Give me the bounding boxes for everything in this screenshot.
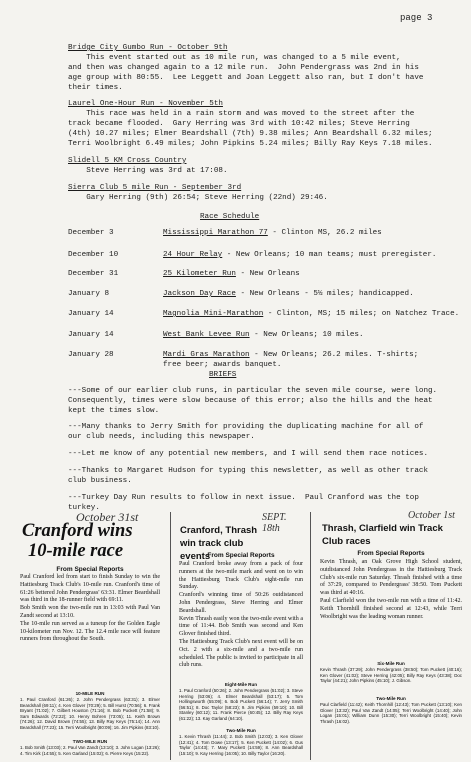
bridge-city-line-1: This event started out as 10 mile run, was changed to a 5 mile event,	[68, 54, 401, 62]
laurel-line-2: track became flooded. Gary Herring was 3rd with 10:42 miles; Steve Herring	[68, 120, 410, 128]
page-number: page 3	[400, 13, 433, 23]
column-divider	[310, 512, 311, 760]
brief-item: ---Thanks to Margaret Hudson for typing this newsletter, as well as other track club business.	[68, 467, 429, 485]
schedule-event: West Bank Levee Run - New Orleans; 10 miles.	[163, 331, 364, 339]
results-list: 1. Paul Cranford (50:26); 2. John Pendergrass (51:02); 3. Steve Herring (53:06); 4. Elmer Beardshall (53:17); 5. Tom Hollingsworth (55:09); 6. Bob Puckett (56:14); 7. Jerry Smith (56:51); 8. Doc Taylor (58:23); 9. Jim Pipkins (59:10); 10. Bill Stanley (60:12); 11. Frank Pierce (60:45); 12. Billy Ray Keys (61:22); 13. Kay Garland (64:10).	[179, 688, 303, 721]
schedule-event: Jackson Day Race - New Orleans - 5½ miles; handicapped.	[163, 290, 414, 298]
results-list: 1. Paul Cranford (61:26); 2. John Pendergrass (63:31); 3. Elmer Beardshall (69:11); 4. Ken Glover (70:29); 5. Bill Hurst (70:56); 6. Frank Bryant (71:02); 7. Gilbert Houston (71:16); 8. Bob Puckett (71:58); 9. Sam Edwards (72:22); 10. Henry Bohren (73:05); 11. Keith Brown (74:26); 12. David Brown (74:55); 13. Billy Ray Keys (75:14); 14. Ann Beardshall (77:23); 15. Terri Woolbright (80:09); 16. Jim Pipkins (83:10).	[20, 697, 160, 730]
schedule-event-continued: free beer; awards banquet.	[163, 361, 282, 369]
handwritten-date: October 1st	[408, 510, 455, 521]
byline: From Special Reports	[207, 552, 275, 559]
schedule-date: January 14	[68, 310, 114, 318]
headline-line-1: Cranford wins	[22, 521, 133, 541]
schedule-event: Mississippi Marathon 77 - Clinton MS, 26.2 miles	[163, 229, 382, 237]
laurel-line-3: (4th) 10.27 miles; Elmer Beardshall (7th) 9.38 miles; Ann Beardshall 6.32 miles;	[68, 130, 433, 138]
headline-line-2: 10-mile race	[28, 541, 124, 561]
column-divider	[170, 512, 171, 760]
slidell-line-1: Steve Herring was 3rd at 17:08.	[68, 167, 228, 175]
schedule-event: Magnolia Mini-Marathon - Clinton, MS; 15 miles; on Natchez Trace.	[163, 310, 460, 318]
clipping-cranford-10-mile	[16, 508, 164, 760]
results-list: Kevin Thrash (37:29); John Pendergrass (38:50); Tom Puckett (40:16); Ken Glover (41:02); Steve Herring (42:05); Billy Ray Keys (43:38); Doc Taylor (44:21); John Pipkins (45:10); J. Gibson.	[320, 667, 462, 684]
results-heading: Six-Mile Run	[377, 661, 405, 666]
results-heading: Eight-Mile Run	[224, 682, 258, 687]
handwritten-date: SEPT. 18th	[262, 512, 287, 534]
laurel-line-1: This race was held in a rain storm and was moved to the street after the	[68, 110, 415, 118]
schedule-event: 25 Kilometer Run - New Orleans	[163, 270, 300, 278]
schedule-date: January 28	[68, 351, 114, 359]
schedule-date: December 3	[68, 229, 114, 237]
briefs-heading: BRIEFS	[209, 371, 237, 379]
byline: From Special Reports	[56, 566, 124, 573]
bridge-city-heading: Bridge City Gumbo Run - October 9th	[68, 44, 228, 52]
schedule-event: 24 Hour Relay - New Orleans; 10 man teams; must preregister.	[163, 251, 437, 259]
schedule-heading: Race Schedule	[200, 213, 260, 221]
brief-item: ---Let me know of any potential new members, and I will send them race notices.	[68, 450, 429, 458]
schedule-date: December 31	[68, 270, 119, 278]
bridge-city-line-4: their times.	[68, 84, 123, 92]
article-body: Paul Cranford led from start to finish Sunday to win the Hattiesburg Track Club's 10-mile run. Cranford's time of 61:26 bettered John Pendergrass' 63:31. Elmer Beardshall was third in the 18-runner field with 69:11. Bob Smith won the two-mile run in 13:03 with Paul Van Zandt second at 13:10. The 10-mile run served as a tuneup for the Golden Eagle 10-kilometer run Nov. 12. The 12.4 mile race will feature runners from throughout the South.	[20, 574, 160, 643]
brief-item: ---Turkey Day Run results to follow in next issue. Paul Cranford was the top turkey.	[68, 494, 419, 512]
results-list: 1. Kevin Thrash (11:44); 2. Bob Smith (12:03); 3. Ken Glover (12:41); 4. Tom Dowe (13:17); 5. Ken Puckett (14:02); 6. Gus Taylor (14:43); 7. Mary Puckett (14:59); 8. Ann Beardshall (15:10); 9. Kay Herring (16:05); 10. Billy Taylor (16:20).	[179, 734, 303, 756]
brief-item: ---Many thanks to Jerry Smith for providing the duplicating machine for all of our club needs, including this newspaper.	[68, 423, 424, 441]
schedule-date: January 14	[68, 331, 114, 339]
results-heading: 10-MILE RUN	[75, 691, 105, 696]
results-heading: Two-Mile Run	[226, 728, 256, 733]
bridge-city-line-3: age group with 80:55. Lee Leggett and Joan Leggett also ran, but I don't have	[68, 74, 424, 82]
clipping-thrash-clarfield	[316, 508, 466, 760]
slidell-heading: Slidell 5 KM Cross Country	[68, 157, 187, 165]
byline: From Special Reports	[357, 550, 425, 557]
handwritten-date: October 31st	[76, 510, 139, 524]
schedule-date: December 10	[68, 251, 119, 259]
sierra-heading: Sierra Club 5 mile Run - September 3rd	[68, 184, 242, 192]
sierra-line-1: Gary Herring (9th) 26:54; Steve Herring (22nd) 29:46.	[68, 194, 328, 202]
headline: Cranford, Thrash win track club events	[180, 525, 258, 562]
brief-item: ---Some of our earlier club runs, in particular the seven mile course, were long. Consequently, times were slow because of this error; also the hills and the heat kept the times slow.	[68, 387, 438, 415]
bridge-city-line-2: and then was changed again to a 12 mile run. John Pendergrass was 2nd in his	[68, 64, 419, 72]
results-heading: TWO-MILE RUN	[72, 739, 108, 744]
results-heading: Two-Mile Run	[376, 696, 406, 701]
schedule-event: Mardi Gras Marathon - New Orleans; 26.2 miles. T-shirts;	[163, 351, 419, 359]
article-body: Kevin Thrash, an Oak Grove High School student, outdistanced John Pendergrass in the Hattiesburg Track Club's six-mile run Saturday. Thrash finished with a time of 37:29, compared to Pendergrass' 38:50. Tom Puckett was third at 40:16. Paul Clarfield won the two-mile run with a time of 11:42. Keith Thornhill finished second at 12:43, while Terri Woolbright was the leading woman runner.	[320, 559, 462, 620]
schedule-date: January 8	[68, 290, 110, 298]
laurel-line-4: Terri Woolbright 6.49 miles; John Pipkins 5.24 miles; Billy Ray Keys 7.18 miles.	[68, 140, 433, 148]
results-list: 1. Bob Smith (13:03); 2. Paul Van Zandt (13:10); 3. John Logan (13:26); 4. Tim Kirk (14:55); 5. Ken Garland (15:02); 6. Pierre Keys (15:22).	[20, 745, 160, 756]
laurel-heading: Laurel One-Hour Run - November 5th	[68, 100, 223, 108]
clipping-cranford-thrash	[176, 508, 306, 760]
headline: Thrash, Clarfield win Track Club races	[322, 523, 443, 547]
article-body: Paul Cranford broke away from a pack of four runners at the two-mile mark and went on to win the Hattiesburg Track Club's eight-mile run Sunday. Cranford's winning time of 50:26 outdistanced John Pendergrass, Steve Herring and Elmer Beardshall. Kevin Thrash easily won the two-mile event with a time of 11:44. Bob Smith was second and Ken Glover finished third. The Hattiesburg Track Club's next event will be on Oct. 2 with a six-mile and a two-mile run scheduled. The public is invited to participate in all club runs.	[179, 561, 303, 669]
results-list: Paul Clarfield (11:42); Keith Thornhill (12:43); Tom Puckett (13:10); Ken Glover (13:32); Paul Van Zandt (14:05); Terri Woolbright (14:40); John Logan (15:01); William Dunn (15:30); Terri Woolbright (15:40); Kevin Thrash (16:02).	[320, 702, 462, 724]
